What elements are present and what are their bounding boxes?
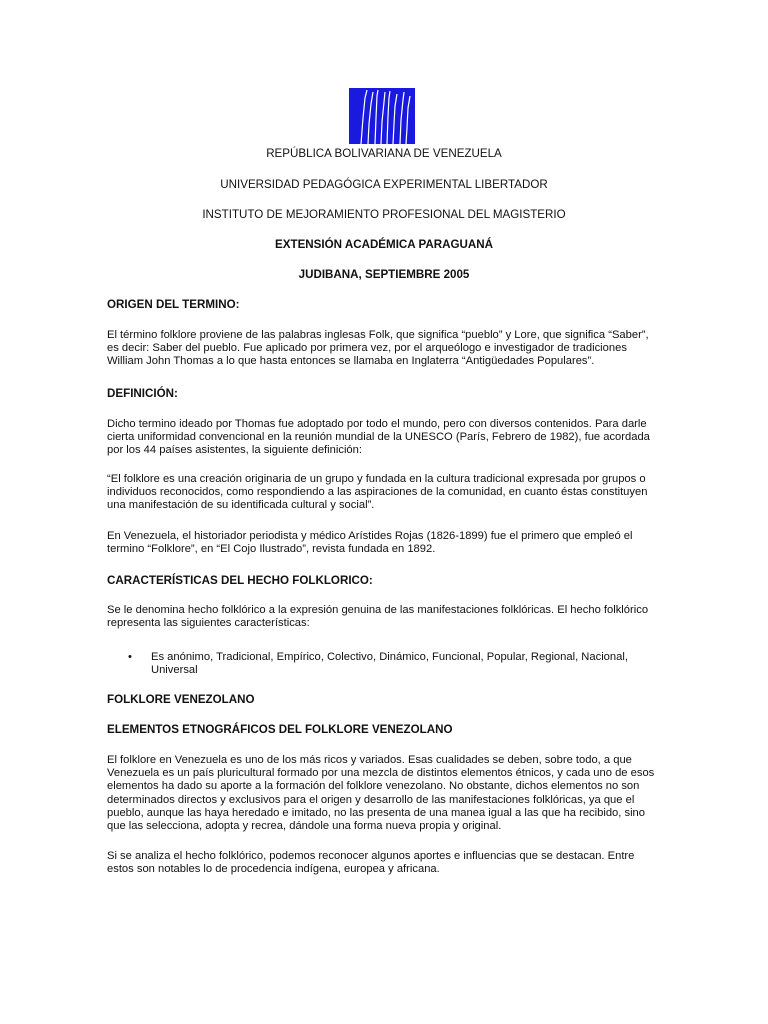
section-heading-folklore-venezolano: FOLKLORE VENEZOLANO bbox=[107, 693, 255, 706]
text-line: Universal bbox=[151, 664, 198, 677]
paragraph-definicion-1 bbox=[107, 418, 667, 458]
text-line: Si se analiza el hecho folklórico, podemos reconocer algunos aportes e influencias que se destacan. Entre bbox=[107, 850, 635, 862]
text-line: Se le denomina hecho folklórico a la expresión genuina de las manifestaciones folklóricas. El hecho folklórico bbox=[107, 604, 649, 616]
paragraph-origen bbox=[107, 329, 667, 369]
header-date: JUDIBANA, SEPTIEMBRE 2005 bbox=[298, 268, 470, 281]
paragraph-elementos-1 bbox=[107, 754, 667, 833]
header-extension: EXTENSIÓN ACADÉMICA PARAGUANÁ bbox=[275, 238, 493, 251]
text-line: que las selecciona, adopta y recrea, dándole una forma nueva propia y original. bbox=[107, 820, 502, 833]
upel-logo-icon bbox=[349, 88, 415, 144]
text-line: representa las siguientes características: bbox=[107, 617, 310, 630]
list-item-text bbox=[151, 651, 671, 677]
text-line: En Venezuela, el historiador periodista y médico Arístides Rojas (1826-1899) fue el primero que empleó el bbox=[107, 530, 633, 542]
text-line: elementos ha dado su aporte a la formación del folklore venezolano. No obstante, dichos elementos no son bbox=[107, 780, 640, 793]
text-line: El término folklore proviene de las palabras inglesas Folk, que significa “pueblo” y Lore, que significa “Saber”, bbox=[107, 329, 649, 341]
text-line: El folklore en Venezuela es uno de los más ricos y variados. Esas cualidades se deben, sobre todo, a que bbox=[107, 754, 632, 766]
bullet-icon: • bbox=[128, 651, 132, 663]
header-universidad: UNIVERSIDAD PEDAGÓGICA EXPERIMENTAL LIBERTADOR bbox=[220, 178, 548, 191]
paragraph-elementos-2 bbox=[107, 850, 667, 876]
header-republica: REPÚBLICA BOLIVARIANA DE VENEZUELA bbox=[266, 147, 502, 160]
section-heading-definicion: DEFINICIÓN: bbox=[107, 387, 178, 400]
paragraph-definicion-quote bbox=[107, 473, 667, 513]
text-line: “El folklore es una creación originaria de un grupo y fundada en la cultura tradicional expresada por grupos o bbox=[107, 473, 646, 485]
paragraph-definicion-3 bbox=[107, 530, 667, 556]
text-line: William John Thomas a lo que hasta entonces se llamaba en Inglaterra “Antigüedades Populares”. bbox=[107, 355, 595, 368]
text-line: cierta uniformidad convencional en la reunión mundial de la UNESCO (París, Febrero de 1982), fue acordada bbox=[107, 431, 650, 444]
text-line: es decir: Saber del pueblo. Fue aplicado por primera vez, por el arqueólogo e investigador de tradiciones bbox=[107, 342, 627, 355]
header-instituto: INSTITUTO DE MEJORAMIENTO PROFESIONAL DEL MAGISTERIO bbox=[202, 208, 566, 221]
text-line: pueblo, aunque las haya heredado e imitado, no las presenta de una manea igual a las que ha recibido, sino bbox=[107, 806, 646, 819]
paragraph-caracteristicas bbox=[107, 604, 667, 630]
section-heading-origen: ORIGEN DEL TERMINO: bbox=[107, 298, 240, 311]
text-line: una manifestación de su identificada cultural y social”. bbox=[107, 499, 375, 512]
text-line: Dicho termino ideado por Thomas fue adoptado por todo el mundo, pero con diversos contenidos. Para darle bbox=[107, 418, 647, 430]
text-line: individuos reconocidos, como respondiendo a las aspiraciones de la comunidad, en cuanto éstas constituyen bbox=[107, 486, 648, 499]
section-heading-elementos: ELEMENTOS ETNOGRÁFICOS DEL FOLKLORE VENEZOLANO bbox=[107, 723, 453, 736]
text-line: determinados directos y exclusivos para el origen y desarrollo de las manifestaciones folklóricas, ya que el bbox=[107, 793, 635, 806]
text-line: termino “Folklore”, en “El Cojo Ilustrado”, revista fundada en 1892. bbox=[107, 543, 436, 556]
text-line: Venezuela es un país pluricultural formado por una mezcla de distintos elementos étnicos, y cada uno de esos bbox=[107, 767, 655, 780]
section-heading-caracteristicas: CARACTERÍSTICAS DEL HECHO FOLKLORICO: bbox=[107, 574, 373, 587]
text-line: por los 44 países asistentes, la siguiente definición: bbox=[107, 444, 362, 457]
text-line: estos son notables lo de procedencia indígena, europea y africana. bbox=[107, 863, 440, 876]
text-line: Es anónimo, Tradicional, Empírico, Colectivo, Dinámico, Funcional, Popular, Regional, Nacional, bbox=[151, 651, 628, 663]
